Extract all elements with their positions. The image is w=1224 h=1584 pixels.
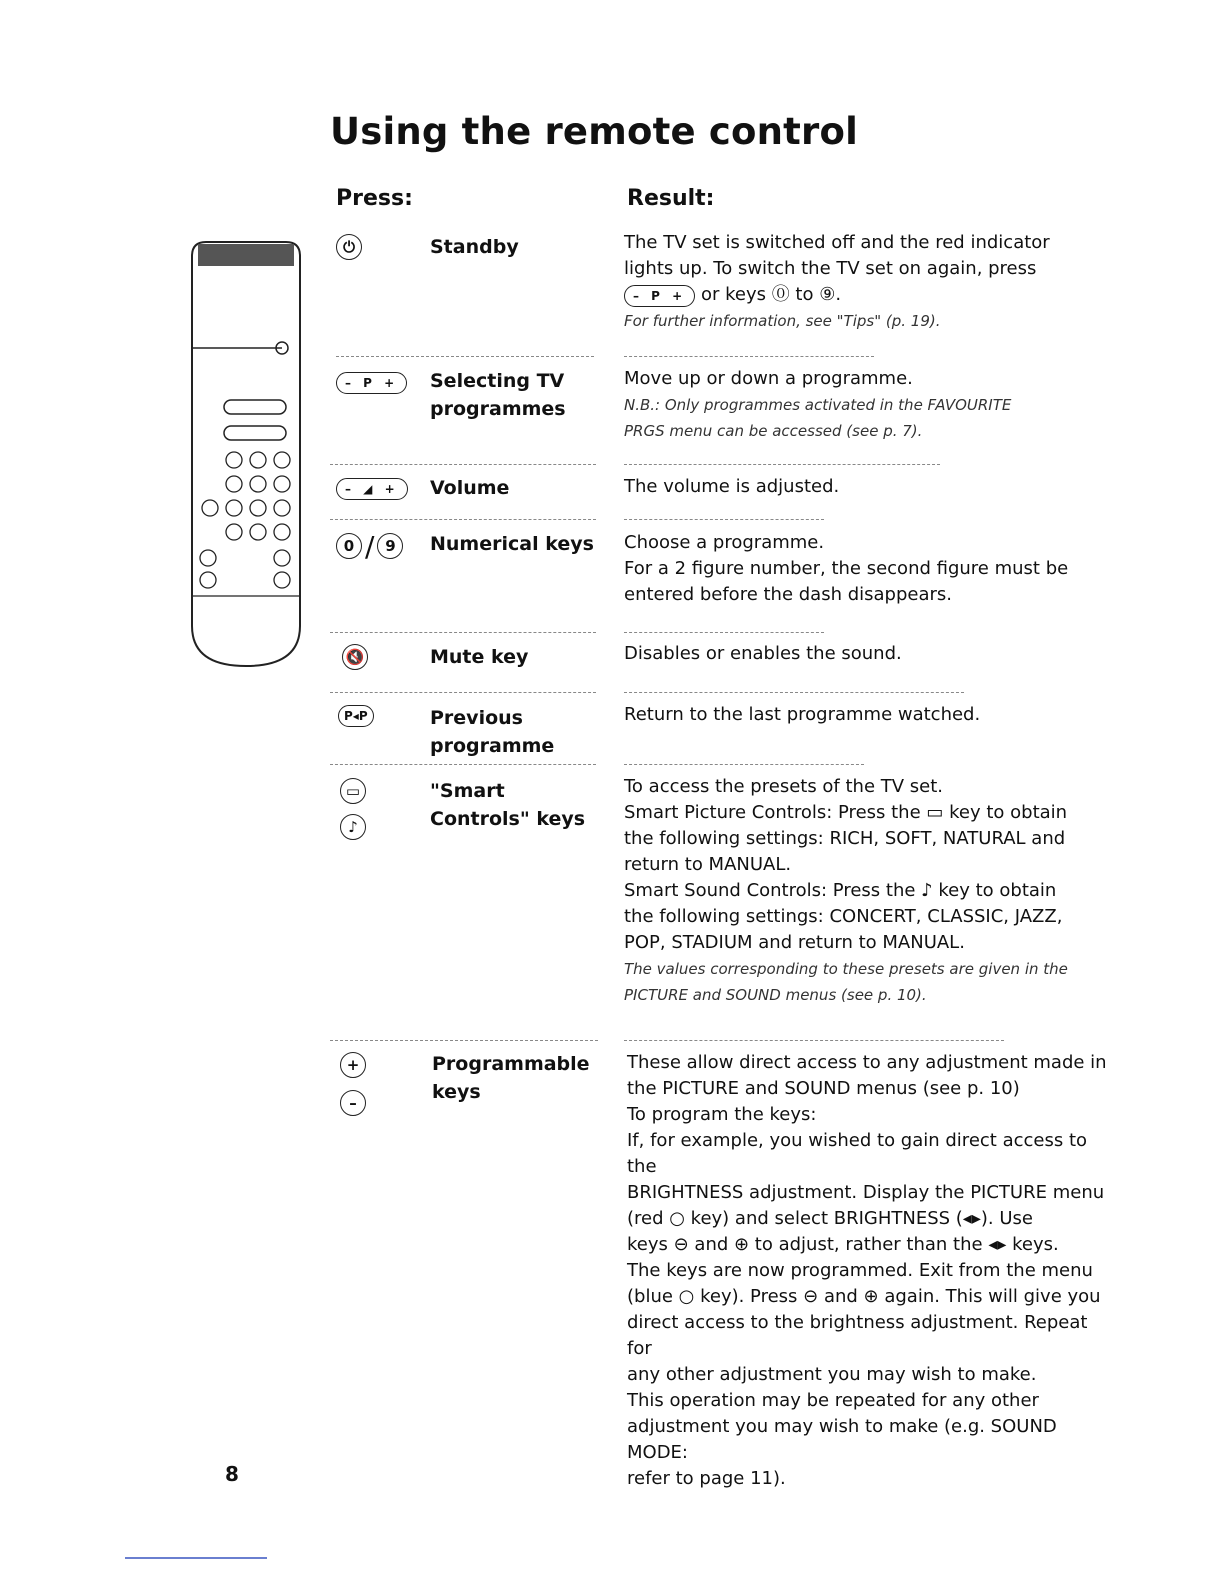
previous-label: Previous programme	[430, 707, 555, 757]
numerical-result: Choose a programme. For a 2 figure number, the second figure must be entered before the dash disappears.	[624, 532, 1069, 605]
separator	[330, 1040, 598, 1041]
programme-key-inline-icon: – P +	[624, 285, 695, 307]
programme-key-icon: – P +	[336, 372, 407, 394]
press-header: Press:	[336, 186, 413, 211]
selecting-result: Move up or down a programme. N.B.: Only programmes activated in the FAVOURITE PRGS menu can be accessed (see p. 7).	[624, 368, 1012, 440]
separator	[624, 764, 864, 765]
result-header: Result:	[627, 186, 715, 211]
separator	[330, 519, 596, 520]
standby-icon: ⏻	[336, 234, 362, 260]
smart-result: To access the presets of the TV set. Smart Picture Controls: Press the ▭ key to obtain the following settings: RICH, SOFT, NATURAL and return to MANUAL. Smart Sound Controls: Press the ♪ key to obtain the following settings: CONCERT, CLASSIC, JAZZ, POP, STADIUM and return to MANUAL. The values corresponding to these presets are given in the PICTURE and SOUND menus (see p. 10).	[624, 776, 1068, 1004]
separator	[330, 692, 596, 693]
programmable-label: Programmable keys	[432, 1053, 590, 1103]
standby-note: For further information, see "Tips" (p. 19).	[624, 312, 941, 330]
page-title: Using the remote control	[330, 110, 858, 153]
smart-label: "Smart Controls" keys	[430, 780, 586, 830]
volume-label: Volume	[430, 477, 510, 499]
selecting-label: Selecting TV programmes	[430, 370, 566, 420]
separator	[624, 464, 940, 465]
volume-result: The volume is adjusted.	[624, 476, 840, 497]
previous-result: Return to the last programme watched.	[624, 704, 981, 725]
separator	[624, 519, 824, 520]
standby-label: Standby	[430, 236, 519, 258]
separator	[624, 1040, 1004, 1041]
remote-programme-key-icon	[224, 400, 286, 414]
separator	[624, 356, 874, 357]
separator	[336, 356, 594, 357]
mute-result: Disables or enables the sound.	[624, 643, 902, 664]
digit-zero-icon: 0	[336, 533, 362, 559]
plus-key-icon: +	[340, 1052, 366, 1078]
numerical-label: Numerical keys	[430, 533, 594, 555]
page-number: 8	[225, 1462, 239, 1486]
numerical-keys-icon: 0 / 9	[336, 530, 403, 563]
remote-control-illustration	[186, 236, 306, 676]
separator	[624, 692, 964, 693]
separator	[330, 632, 596, 633]
programmable-result: These allow direct access to any adjustment made in the PICTURE and SOUND menus (see p. 10) To program the keys: If, for example, you wished to gain direct access to the BRIGHTNESS adjustment. Display the PICTURE menu (red ○ key) and select BRIGHTNESS (◂▸). Use keys ⊖ and ⊕ to adjust, rather than the ◂▸ keys. The keys are now programmed. Exit from the menu (blue ○ key). Press ⊖ and ⊕ again. This will give you direct access to the brightness adjustment. Repeat for any other adjustment you may wish to make. This operation may be repeated for any other adjustment you may wish to make (e.g. SOUND MODE: refer to page 11).	[627, 1052, 1107, 1489]
remote-digit-keys	[200, 452, 290, 588]
smart-sound-icon: ♪	[340, 814, 366, 840]
mute-label: Mute key	[430, 646, 529, 668]
mute-icon: 🔇	[342, 644, 368, 670]
separator	[624, 632, 824, 633]
footer-rule	[125, 1557, 267, 1559]
separator	[330, 764, 596, 765]
digit-nine-icon: 9	[377, 533, 403, 559]
remote-top-sensor	[198, 244, 294, 266]
minus-key-icon: –	[340, 1090, 366, 1116]
standby-result: The TV set is switched off and the red indicator lights up. To switch the TV set on again, press – P + or keys ⓪ to ⑨. For further information, see "Tips" (p. 19).	[624, 230, 1104, 334]
smart-picture-icon: ▭	[340, 778, 366, 804]
previous-programme-icon: P◂P	[338, 705, 374, 727]
separator	[330, 464, 596, 465]
remote-volume-key-icon	[224, 426, 286, 440]
volume-key-icon: – ◢ +	[336, 478, 408, 500]
